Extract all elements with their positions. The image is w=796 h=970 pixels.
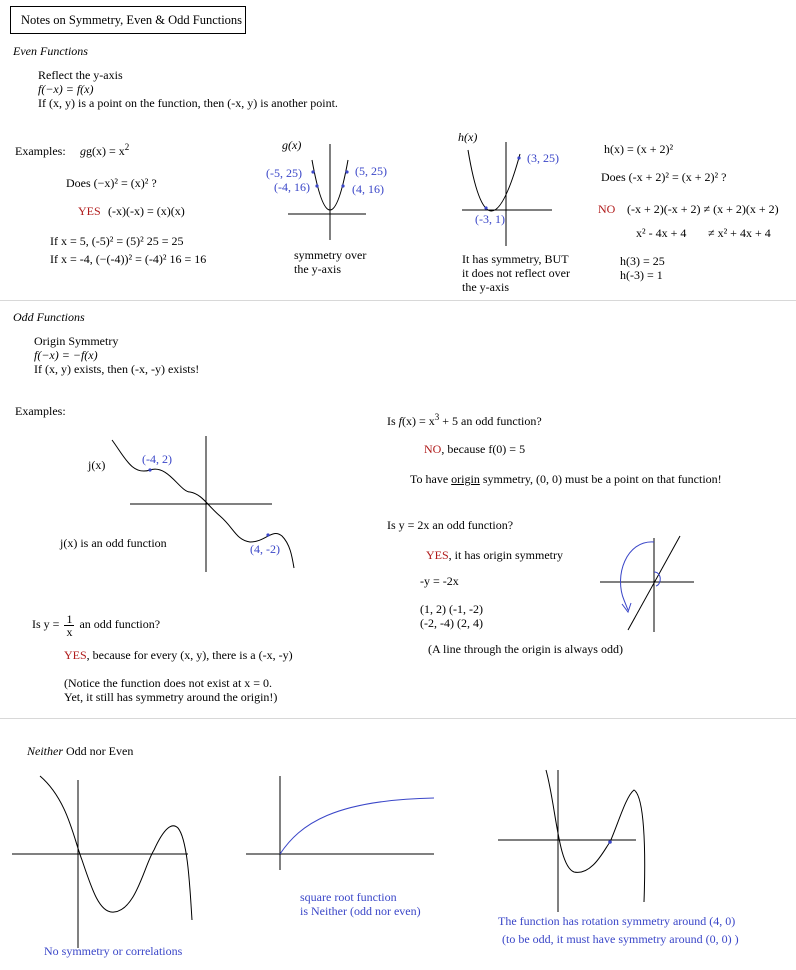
divider	[0, 300, 796, 301]
h-point-label: (-3, 1)	[475, 212, 505, 226]
line-graph	[596, 536, 696, 636]
odd-line2: f(−x) = −f(x)	[34, 348, 98, 362]
q3-numerator: 1	[66, 611, 73, 626]
g-point-label: (4, 16)	[352, 182, 384, 196]
q2-yes: YES	[426, 548, 449, 562]
q2-points1: (1, 2) (-1, -2)	[420, 602, 483, 616]
odd-examples-label: Examples:	[15, 404, 66, 418]
h-parabola	[468, 150, 520, 211]
even-line2: f(−x) = f(x)	[38, 82, 94, 96]
g-point	[315, 184, 318, 187]
g-point-label: (5, 25)	[355, 164, 387, 178]
g-caption1: symmetry over	[294, 248, 367, 262]
q3-text-b: an odd function?	[79, 617, 161, 631]
j-point	[148, 468, 151, 471]
rotation-arrow	[621, 542, 654, 610]
h-does-question: Does (-x + 2)² = (x + 2)² ?	[601, 170, 727, 184]
even-no-eq2-right: ≠ x² + 4x + 4	[708, 226, 771, 240]
neither-caption2a: square root function	[300, 890, 397, 904]
neither-caption3b: (to be odd, it must have symmetry around (0, 0) )	[502, 932, 739, 946]
even-yes: YES	[78, 204, 101, 218]
q3-denominator: x	[66, 624, 73, 639]
even-does-question: Does (−x)² = (x)² ?	[66, 176, 157, 190]
q1-note-a: To have	[410, 472, 452, 486]
h-graph-label: h(x)	[458, 130, 478, 144]
g-def-text: g(x) = x	[86, 144, 125, 158]
even-yes-eq: (-x)(-x) = (x)(x)	[108, 204, 185, 218]
neither-graph-1	[8, 770, 208, 950]
g-caption2: the y-axis	[294, 262, 341, 276]
q3-fraction	[64, 613, 74, 638]
j-point-label: (-4, 2)	[142, 452, 172, 466]
even-if2: If x = -4, (−(-4))² = (-4)² 16 = 16	[50, 252, 207, 266]
q1-note-b: symmetry, (0, 0) must be a point on that function!	[479, 472, 722, 486]
n3-point	[608, 840, 612, 844]
even-heading: Even Functions	[13, 44, 88, 58]
j-caption: j(x) is an odd function	[60, 536, 167, 550]
q1-question: Is $f(x) = x^3 + 5$ an odd function?	[387, 412, 542, 428]
j-point	[266, 533, 269, 536]
q1-note-underlined: origin	[451, 472, 480, 486]
even-if1: If x = 5, (-5)² = (5)² 25 = 25	[50, 234, 184, 248]
n1-curve	[40, 776, 192, 920]
even-no-eq: (-x + 2)(-x + 2) ≠ (x + 2)(x + 2)	[627, 202, 779, 216]
page-title: Notes on Symmetry, Even & Odd Functions	[10, 6, 246, 34]
origin-arc	[654, 572, 660, 586]
neither-graph-3	[494, 766, 654, 916]
h-caption1: It has symmetry, BUT	[462, 252, 569, 266]
h-caption2: it does not reflect over	[462, 266, 570, 280]
h-of-3: h(3) = 25	[620, 254, 665, 268]
q1-answer	[424, 442, 525, 456]
q3-question	[32, 610, 160, 638]
q2-points2: (-2, -4) (2, 4)	[420, 616, 483, 630]
even-no: NO	[598, 202, 616, 216]
h-point	[517, 156, 520, 159]
neither-caption3a: The function has rotation symmetry around (4, 0)	[498, 914, 736, 928]
q3-note1: (Notice the function does not exist at x = 0.	[64, 676, 273, 690]
q3-note2: Yet, it still has symmetry around the origin!)	[64, 690, 278, 704]
q2-answer-text: , it has origin symmetry	[448, 548, 563, 562]
g-point	[311, 170, 314, 173]
odd-line3: If (x, y) exists, then (-x, -y) exists!	[34, 362, 200, 376]
h-point	[484, 206, 487, 209]
g-graph-label: g(x)	[282, 138, 302, 152]
h-point-label: (3, 25)	[527, 151, 559, 165]
g-point	[345, 170, 348, 173]
j-graph-label: j(x)	[88, 458, 106, 472]
q3-answer	[64, 648, 293, 662]
even-no-eq2-left: x² - 4x + 4	[636, 226, 687, 240]
neither-graph-2	[244, 774, 444, 874]
neither-heading-italic: Neither	[27, 744, 63, 758]
q1-answer-text: , because f(0) = 5	[441, 442, 526, 456]
g-point-label: (-4, 16)	[274, 180, 310, 194]
g-def-exp: 2	[124, 142, 130, 152]
q1-no: NO	[424, 442, 442, 456]
sqrt-curve	[280, 798, 434, 854]
neither-heading-rest: Odd nor Even	[63, 744, 134, 758]
neither-caption2b: is Neither (odd nor even)	[300, 904, 421, 918]
even-line1: Reflect the y-axis	[38, 68, 123, 82]
g-definition: $gg(x) = x^2$	[80, 142, 130, 158]
q3-answer-text: , because for every (x, y), there is a (-x, -y)	[86, 648, 293, 662]
neither-heading	[27, 744, 133, 758]
q1-note	[410, 472, 722, 486]
g-point	[341, 184, 344, 187]
q2-note: (A line through the origin is always odd)	[428, 642, 623, 656]
n3-curve	[546, 770, 645, 902]
q2-answer	[426, 548, 563, 562]
divider	[0, 718, 796, 719]
j-point-label: (4, -2)	[250, 542, 280, 556]
h-of-minus3: h(-3) = 1	[620, 268, 663, 282]
h-caption3: the y-axis	[462, 280, 509, 294]
j-graph	[110, 436, 310, 576]
odd-heading: Odd Functions	[13, 310, 85, 324]
odd-line1: Origin Symmetry	[34, 334, 119, 348]
q3-text-a: Is y =	[32, 617, 60, 631]
g-point-label: (-5, 25)	[266, 166, 302, 180]
h-definition: h(x) = (x + 2)²	[604, 142, 674, 156]
q2-question: Is y = 2x an odd function?	[387, 518, 514, 532]
even-line3: If (x, y) is a point on the function, then (-x, y) is another point.	[38, 96, 338, 110]
q3-yes: YES	[64, 648, 87, 662]
even-examples-label: Examples:	[15, 144, 66, 158]
neither-caption1: No symmetry or correlations	[44, 944, 183, 958]
q2-eq: -y = -2x	[420, 574, 459, 588]
